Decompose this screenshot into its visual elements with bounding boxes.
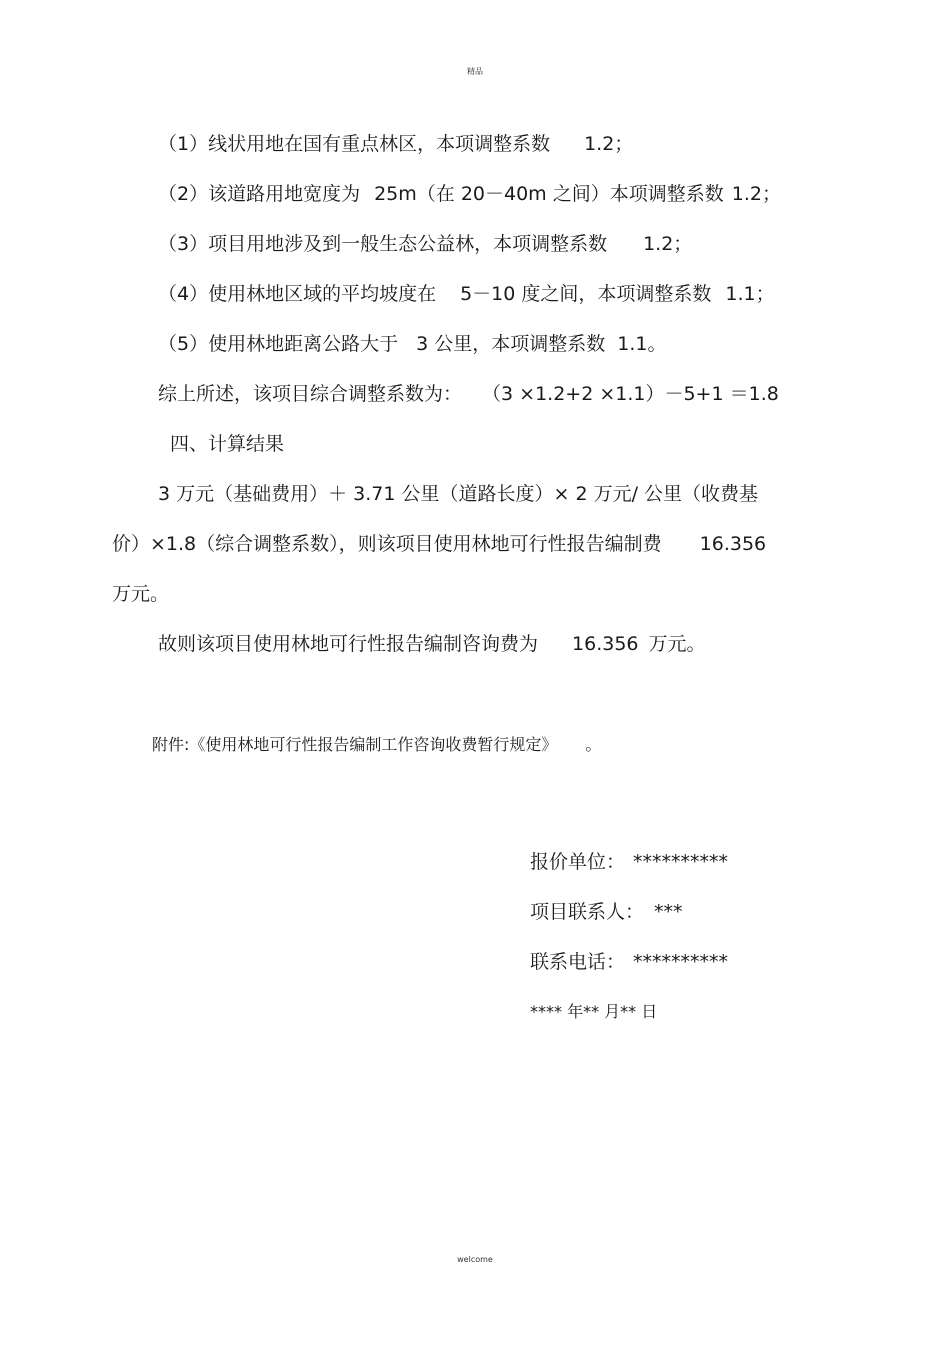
summary-text: 综上所述，该项目综合调整系数为： <box>158 383 463 405</box>
conclusion-text: 故则该项目使用林地可行性报告编制咨询费为 <box>158 633 539 655</box>
calc-line-2-value: 16.356 <box>699 533 767 555</box>
item-5 <box>158 332 666 356</box>
calc-line-2 <box>112 532 766 556</box>
item-1-value: 1.2； <box>584 133 634 155</box>
attachment-line <box>152 734 601 756</box>
item-2 <box>158 182 781 206</box>
attachment-text: 附件:《使用林地可行性报告编制工作咨询收费暂行规定》 <box>152 735 558 754</box>
item-4 <box>158 282 775 306</box>
summary-line <box>158 382 779 406</box>
signature-phone <box>530 950 728 974</box>
signature-unit-value: ********** <box>633 851 729 873</box>
signature-contact-value: *** <box>654 901 683 923</box>
section-title: 四、计算结果 <box>170 433 285 455</box>
item-2-text: （2）该道路用地宽度为 <box>158 183 361 205</box>
conclusion-value: 16.356 <box>572 633 639 655</box>
signature-phone-value: ********** <box>633 951 729 973</box>
item-5-distance: 3 公里，本项调整系数 <box>416 333 606 355</box>
page-header: 精品 <box>467 67 483 76</box>
item-3-value: 1.2； <box>643 233 693 255</box>
calc-line-2-text: 价）×1.8（综合调整系数），则该项目使用林地可行性报告编制费 <box>112 533 662 555</box>
signature-unit <box>530 850 728 874</box>
item-3 <box>158 232 692 256</box>
item-2-range: 25m（在 20－40m 之间）本项调整系数 <box>374 183 724 205</box>
item-2-value: 1.2； <box>731 183 781 205</box>
item-5-value: 1.1。 <box>617 333 667 355</box>
signature-phone-label: 联系电话： <box>530 951 626 973</box>
attachment-end: 。 <box>585 735 602 754</box>
conclusion-unit: 万元。 <box>648 633 706 655</box>
item-5-text: （5）使用林地距离公路大于 <box>158 333 399 355</box>
calc-line-3: 万元。 <box>112 583 170 605</box>
item-1 <box>158 132 633 156</box>
signature-unit-label: 报价单位： <box>530 851 626 873</box>
page-footer: welcome <box>457 1255 493 1264</box>
item-3-text: （3）项目用地涉及到一般生态公益林，本项调整系数 <box>158 233 608 255</box>
signature-contact-label: 项目联系人： <box>530 901 645 923</box>
signature-contact <box>530 900 683 924</box>
item-4-value: 1.1； <box>725 283 775 305</box>
summary-formula: （3 ×1.2+2 ×1.1）－5+1 ＝1.8 <box>482 383 779 405</box>
item-1-text: （1）线状用地在国有重点林区，本项调整系数 <box>158 133 551 155</box>
item-4-text: （4）使用林地区域的平均坡度在 <box>158 283 437 305</box>
conclusion-line <box>158 632 706 656</box>
item-4-range: 5－10 度之间，本项调整系数 <box>460 283 712 305</box>
calc-line-1: 3 万元（基础费用）＋ 3.71 公里（道路长度）× 2 万元/ 公里（收费基 <box>158 483 759 505</box>
signature-date: **** 年** 月** 日 <box>530 1002 658 1021</box>
